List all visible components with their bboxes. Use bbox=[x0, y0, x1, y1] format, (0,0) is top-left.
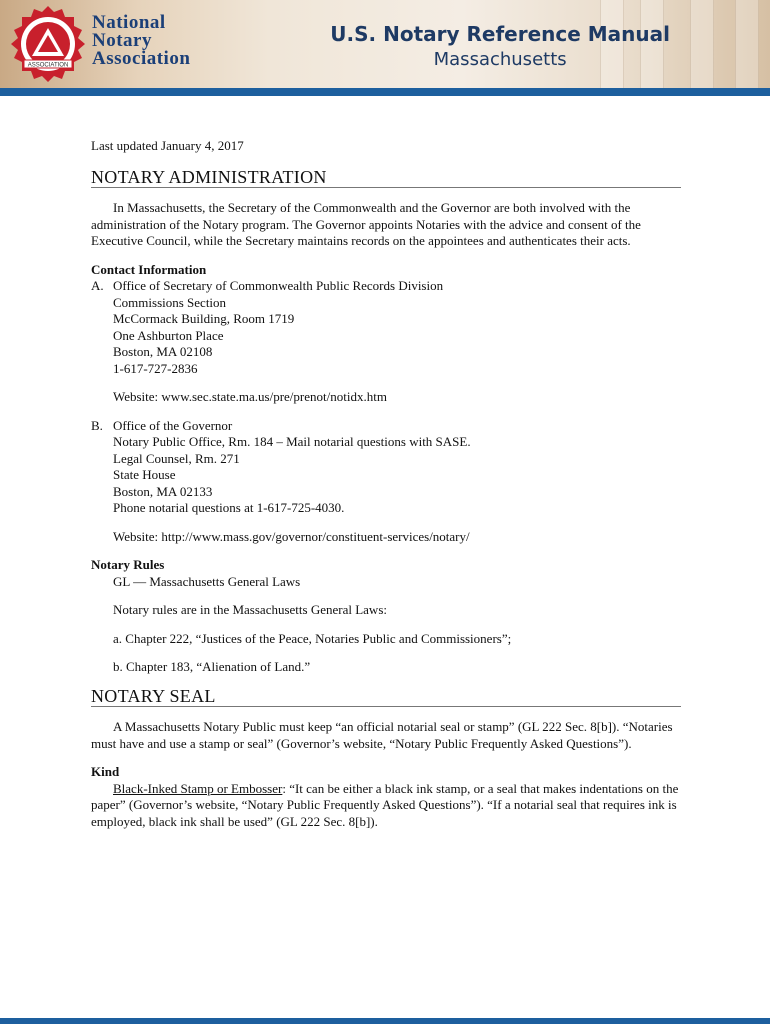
list-marker: B. bbox=[91, 417, 103, 433]
kind-text: : “It can be either a black ink stamp, or a seal that makes indentations on the paper” (Governor’s website, “Notary Public Frequently Asked Questions”). “If a notarial seal that requires ink is employed, black ink shall be used” (GL 222 Sec. 8[b]). bbox=[91, 780, 679, 829]
rules-intro: Notary rules are in the Massachusetts General Laws: bbox=[113, 602, 387, 617]
kind-heading: Kind bbox=[91, 764, 120, 779]
contact-a-website: Website: www.sec.state.ma.us/pre/prenot/notidx.htm bbox=[113, 389, 387, 404]
section-heading-administration: NOTARY ADMINISTRATION bbox=[91, 169, 681, 189]
contact-b-line: Office of the Governor bbox=[113, 417, 233, 433]
rules-item-a: a. Chapter 222, “Justices of the Peace, Notaries Public and Commissioners”; bbox=[113, 630, 512, 646]
contact-b bbox=[91, 418, 681, 517]
contact-a-line: Commissions Section bbox=[113, 294, 227, 310]
contact-b-line: Boston, MA 02133 bbox=[113, 483, 213, 499]
kind-paragraph bbox=[91, 781, 681, 831]
footer-rule bbox=[0, 1018, 770, 1024]
document-body bbox=[91, 138, 681, 830]
contact-a-line: Boston, MA 02108 bbox=[113, 344, 213, 359]
contact-a-line: Office of Secretary of Commonwealth Public Records Division bbox=[113, 278, 444, 293]
contact-heading: Contact Information bbox=[91, 261, 207, 277]
manual-title: U.S. Notary Reference Manual bbox=[330, 22, 670, 46]
manual-state: Massachusetts bbox=[433, 49, 567, 70]
contact-a-line: 1-617-727-2836 bbox=[113, 360, 198, 376]
seal-ribbon-text: ASSOCIATION bbox=[27, 62, 69, 69]
org-line-3: Association bbox=[92, 48, 191, 69]
rules-item-b: b. Chapter 183, “Alienation of Land.” bbox=[113, 659, 311, 674]
contact-a bbox=[91, 278, 681, 377]
contact-b-line: Phone notarial questions at 1-617-725-4030. bbox=[113, 500, 345, 515]
rules-gl-definition: GL — Massachusetts General Laws bbox=[113, 573, 301, 589]
page-header bbox=[0, 0, 770, 90]
contact-a-line: McCormack Building, Room 1719 bbox=[113, 311, 295, 326]
list-marker: A. bbox=[91, 278, 104, 293]
contact-b-line: Legal Counsel, Rm. 271 bbox=[113, 450, 240, 466]
rules-heading: Notary Rules bbox=[91, 557, 165, 572]
manual-title-block bbox=[330, 22, 670, 70]
header-rule bbox=[0, 88, 770, 96]
org-line-1: National bbox=[92, 12, 166, 33]
seal-paragraph: A Massachusetts Notary Public must keep “an official notarial seal or stamp” (GL 222 Sec. 8[b]). “Notaries must have and use a stamp or seal” (Governor’s website, “Notary Public Frequently Asked Questions”). bbox=[91, 719, 673, 751]
administration-paragraph: In Massachusetts, the Secretary of the Commonwealth and the Governor are both involved with the administration of the Notary program. The Governor appoints Notaries with the advice and consent of the Executive Council, while the Secretary maintains records on the appointees and authenticates their acts. bbox=[91, 200, 641, 248]
last-updated: Last updated January 4, 2017 bbox=[91, 138, 244, 153]
org-line-2: Notary bbox=[92, 30, 152, 51]
organization-name bbox=[92, 14, 190, 68]
section-heading-seal: NOTARY SEAL bbox=[91, 688, 681, 708]
column-decoration bbox=[690, 0, 714, 90]
nna-seal-logo-icon bbox=[8, 4, 88, 84]
kind-term: Black-Inked Stamp or Embosser bbox=[113, 780, 283, 796]
column-decoration bbox=[735, 0, 759, 90]
contact-b-line: State House bbox=[113, 467, 176, 482]
contact-b-line: Notary Public Office, Rm. 184 – Mail notarial questions with SASE. bbox=[113, 434, 471, 449]
contact-a-line: One Ashburton Place bbox=[113, 327, 224, 343]
contact-b-website: Website: http://www.mass.gov/governor/constituent-services/notary/ bbox=[113, 528, 470, 544]
